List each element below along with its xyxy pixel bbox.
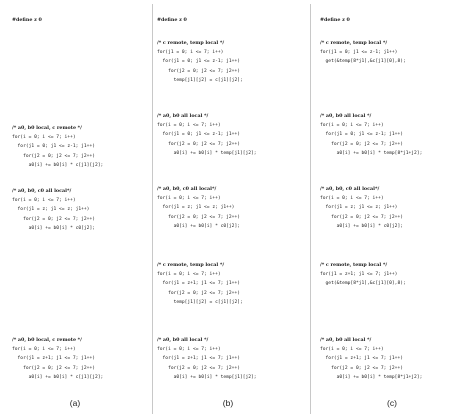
code-line: for(j1 = z; j1 <= z; j1++)	[320, 205, 398, 210]
code-line: for(i = 0; i <= 7; i++)	[157, 271, 221, 277]
code-line: for(i = 0; i <= 7; i++)	[12, 346, 76, 352]
code-line: for(i = 0; i <= 7; i++)	[157, 195, 221, 201]
code-comment: /* c remote, temp local */	[320, 262, 388, 268]
code-line: for(j1 = 0; j1 <= z-1; j1++)	[157, 59, 240, 64]
code-comment: /* c remote, temp local */	[320, 40, 388, 46]
code-line: for(j1 = z; j1 <= z; j1++)	[12, 207, 90, 212]
code-line: for(j1 = 0; j1 <= z-1; j1++)	[12, 144, 95, 149]
code-line: get(&temp[8*j1],&c[j1][0],8);	[320, 281, 406, 286]
code-comment: /* a0, b0, c0 all local*/	[12, 188, 72, 194]
code-line: for(j2 = 0; j2 <= 7; j2++)	[320, 365, 403, 371]
code-line: for(j1 = 0; j1 <= z-1; j1++)	[157, 132, 240, 137]
code-line: for(j1 = z+1; j1 <= 7; j1++)	[157, 281, 240, 286]
panel-caption: (c)	[387, 398, 397, 408]
code-line: for(j2 = 0; j2 <= 7; j2++)	[12, 365, 95, 371]
code-line: for(j2 = 0; j2 <= 7; j2++)	[157, 68, 240, 74]
code-line: for(j1 = 0; i <= 7; i++)	[157, 49, 224, 55]
code-line: for(j1 = z+1; j1 <= 7; j1++)	[157, 356, 240, 361]
code-line: for(j2 = 0; j2 <= 7; j2++)	[320, 141, 403, 147]
code-line: for(j1 = z; j1 <= z; j1++)	[157, 205, 235, 210]
code-comment: /* a0, b0, c0 all local*/	[320, 186, 380, 192]
code-line: a0[i] += b0[i] * c[j1][j2];	[12, 163, 104, 168]
define-directive: #define z 0	[157, 17, 187, 23]
code-comment: /* a0, b0, c0 all local*/	[157, 186, 217, 192]
code-line: for(i = 0; i <= 7; i++)	[12, 134, 76, 140]
code-line: a0[i] += b0[i] * c0[j2];	[12, 226, 95, 231]
code-line: for(i = 0; i <= 7; i++)	[320, 195, 384, 201]
code-comment: /* a0, b0 all local */	[157, 337, 209, 343]
code-line: a0[i] += b0[i] * c0[j2];	[157, 224, 240, 229]
code-line: for(j2 = 0; j2 <= 7; j2++)	[157, 141, 240, 147]
code-line: for(j2 = 0; j2 <= 7; j2++)	[157, 365, 240, 371]
code-line: for(i = 0; i <= 7; i++)	[320, 122, 384, 128]
code-line: temp[j1][j2] = c[j1][j2];	[157, 300, 243, 305]
code-line: for(i = 0; i <= 7; i++)	[157, 346, 221, 352]
code-comment: /* c remote, temp local */	[157, 40, 225, 46]
code-line: get(&temp[8*j1],&c[j1][0],8);	[320, 59, 406, 64]
define-directive: #define z 0	[320, 17, 350, 23]
code-line: for(j2 = 0; j2 <= 7; j2++)	[157, 214, 240, 220]
code-line: for(j1 = z+1; j1 <= 7; j1++)	[12, 356, 95, 361]
code-comment: /* a0, b0 all local */	[157, 113, 209, 119]
code-line: for(i = 0; i <= 7; i++)	[12, 197, 76, 203]
code-line: a0[i] += b0[i] * c[j1][j2];	[12, 375, 104, 380]
code-comment: /* a0, b0 local, c remote */	[12, 125, 82, 131]
code-line: for(j2 = 0; j2 <= 7; j2++)	[12, 216, 95, 222]
code-line: for(i = 0; i <= 7; i++)	[320, 346, 384, 352]
code-line: temp[j1][j2] = c[j1][j2];	[157, 78, 243, 83]
code-line: for(j1 = z+1; j1 <= 7; j1++)	[320, 356, 403, 361]
code-line: for(j1 = z+1; j1 <= 7; j1++)	[320, 271, 398, 277]
code-line: for(j2 = 0; j2 <= 7; j2++)	[12, 153, 95, 159]
code-line: for(i = 0; i <= 7; i++)	[157, 122, 221, 128]
code-line: a0[i] += b0[i] * temp[8*j1+j2];	[320, 151, 423, 156]
code-line: for(j1 = 0; j1 <= z-1; j1++)	[320, 49, 398, 55]
code-line: a0[i] += b0[i] * temp[j1][j2];	[157, 151, 257, 156]
define-directive: #define z 0	[12, 17, 42, 23]
code-comment: /* a0, b0 all local */	[320, 337, 372, 343]
panel-caption: (b)	[222, 398, 234, 408]
code-line: for(j2 = 0; j2 <= 7; j2++)	[320, 214, 403, 220]
code-comment: /* a0, b0 all local */	[320, 113, 372, 119]
code-line: a0[i] += b0[i] * c0[j2];	[320, 224, 403, 229]
code-line: for(j1 = 0; j1 <= z-1; j1++)	[320, 132, 403, 137]
code-comment: /* c remote, temp local */	[157, 262, 225, 268]
panel-caption: (a)	[69, 398, 81, 408]
code-comment: /* a0, b0 local, c remote */	[12, 337, 82, 343]
code-line: for(j2 = 0; j2 <= 7; j2++)	[157, 290, 240, 296]
code-line: a0[i] += b0[i] * temp[8*j1+j2];	[320, 375, 423, 380]
code-line: a0[i] += b0[i] * temp[j1][j2];	[157, 375, 257, 380]
